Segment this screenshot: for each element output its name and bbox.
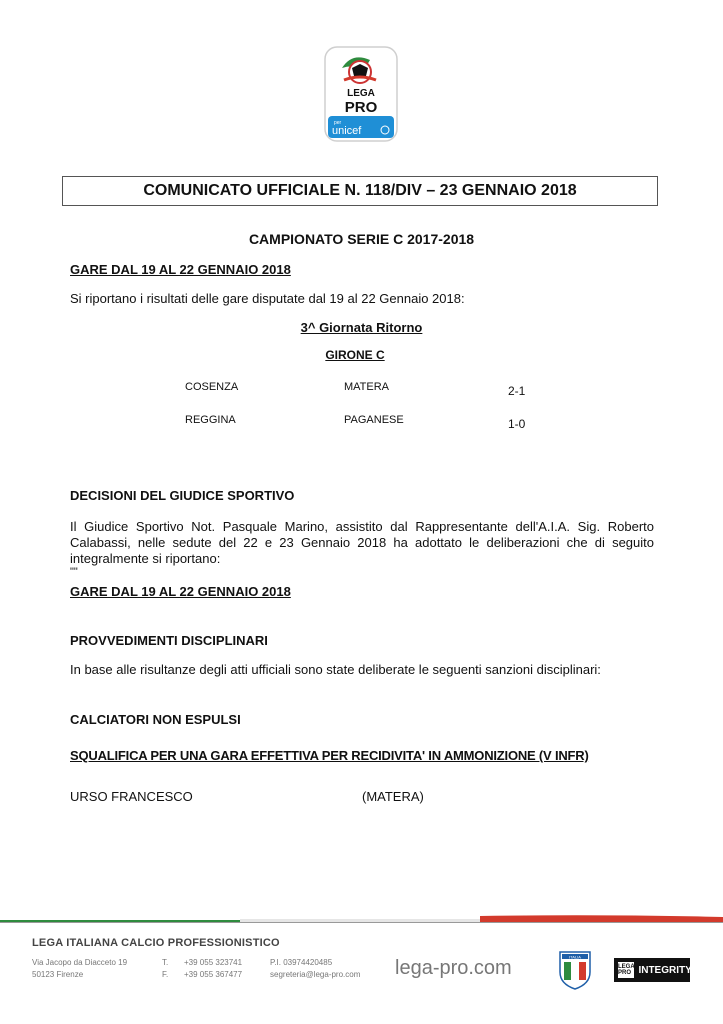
match-1-score: 2-1 <box>508 384 526 398</box>
match-1-home: COSENZA <box>185 381 239 393</box>
document-title-box <box>62 176 658 206</box>
footer-f-label: F. <box>162 970 169 979</box>
match-2-away: PAGANESE <box>344 414 404 426</box>
lega-pro-unicef-logo <box>324 46 398 142</box>
decisions-heading: DECISIONI DEL GIUDICE SPORTIVO <box>70 488 295 503</box>
disciplinary-text: In base alle risultanze degli atti ufficiali sono state deliberate le seguenti sanzioni disciplinari: <box>70 662 601 677</box>
results-intro: Si riportano i risultati delle gare disputate dal 19 al 22 Gennaio 2018: <box>70 291 465 306</box>
footer-piva: P.I. 03974420485 <box>270 958 333 967</box>
match-2-home: REGGINA <box>185 414 236 426</box>
document-title: COMUNICATO UFFICIALE N. 118/DIV – 23 GENNAIO 2018 <box>143 182 577 199</box>
integrity-label: INTEGRITY <box>638 964 692 976</box>
player-name: URSO FRANCESCO <box>70 789 193 804</box>
player-team: (MATERA) <box>362 789 424 804</box>
match-2-score: 1-0 <box>508 417 526 431</box>
decisions-paragraph <box>70 519 654 567</box>
decisions-games-heading: GARE DAL 19 AL 22 GENNAIO 2018 <box>70 584 291 599</box>
quote-mark: "" <box>70 566 78 578</box>
footer-address-1: Via Jacopo da Diacceto 19 <box>32 958 128 967</box>
decisions-line-2: Calabassi, nelle sedute del 22 e 23 Gennaio 2018 ha adottato le deliberazioni che di seguito <box>70 535 654 550</box>
figc-label: ITALIA <box>569 954 581 960</box>
logo-pro: PRO <box>344 99 378 116</box>
decisions-line-3: integralmente si riportano: <box>70 551 221 566</box>
group-title: GIRONE C <box>325 348 385 362</box>
section-games-heading: GARE DAL 19 AL 22 GENNAIO 2018 <box>70 262 291 277</box>
footer-fax: +39 055 367477 <box>184 970 243 979</box>
footer-tricolor-band <box>0 914 723 924</box>
match-1-away: MATERA <box>344 381 390 393</box>
logo-per: per <box>334 120 342 126</box>
integrity-mini-logo: LEGA PRO <box>618 964 635 976</box>
logo-unicef: unicef <box>332 125 362 137</box>
players-heading: CALCIATORI NON ESPULSI <box>70 712 241 727</box>
footer-phone: +39 055 323741 <box>184 958 243 967</box>
disciplinary-heading: PROVVEDIMENTI DISCIPLINARI <box>70 633 268 648</box>
decisions-line-1: Il Giudice Sportivo Not. Pasquale Marino, assistito dal Rappresentante dell'A.I.A. Sig. Roberto <box>70 519 654 534</box>
footer-email[interactable]: segreteria@lega-pro.com <box>270 970 361 979</box>
footer-website[interactable]: lega-pro.com <box>395 957 512 979</box>
footer-address-2: 50123 Firenze <box>32 970 84 979</box>
footer-org: LEGA ITALIANA CALCIO PROFESSIONISTICO <box>32 937 280 949</box>
championship-title: CAMPIONATO SERIE C 2017-2018 <box>248 231 475 247</box>
figc-shield-icon <box>558 950 592 990</box>
logo-lega: LEGA <box>347 88 375 99</box>
footer-t-label: T. <box>162 958 169 967</box>
integrity-badge <box>614 958 690 982</box>
round-title: 3^ Giornata Ritorno <box>300 320 423 335</box>
suspension-heading: SQUALIFICA PER UNA GARA EFFETTIVA PER RECIDIVITA' IN AMMONIZIONE (V INFR) <box>70 748 589 763</box>
